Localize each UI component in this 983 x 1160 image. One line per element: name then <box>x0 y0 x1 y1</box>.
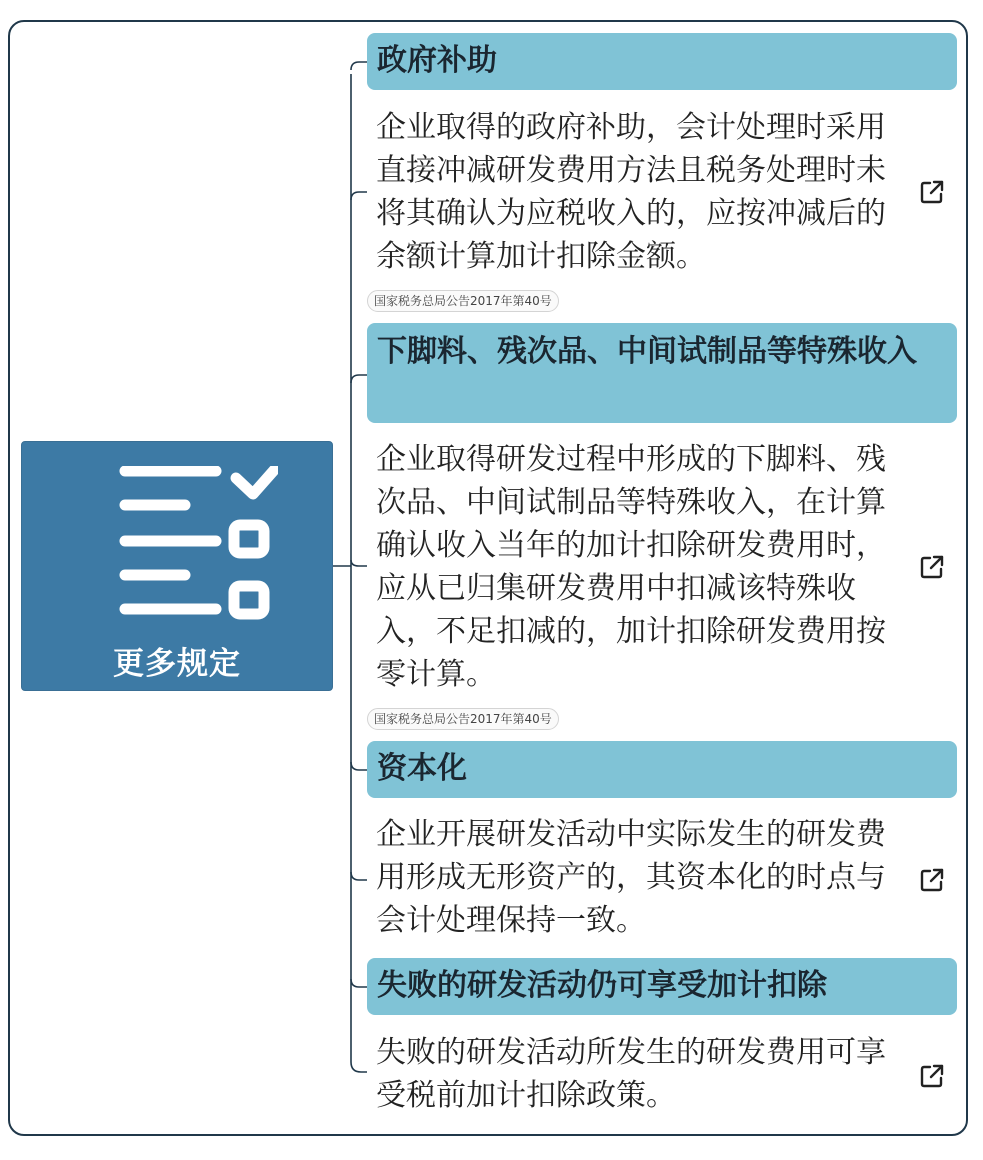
branch-header-capitalization[interactable] <box>367 741 957 798</box>
external-link-icon[interactable] <box>918 866 946 894</box>
branch-title: 资本化 <box>377 751 467 786</box>
branch-header-failed-rd[interactable] <box>367 958 957 1015</box>
branch-text-failed-rd: 失败的研发活动所发生的研发费用可享受税前加计扣除政策。 <box>376 1035 886 1113</box>
checklist-icon <box>118 466 278 626</box>
branch-title: 政府补助 <box>377 43 497 78</box>
branch-text-government-subsidy: 企业取得的政府补助，会计处理时采用直接冲减研发费用方法且税务处理时未将其确认为应税收入的，应按冲减后的余额计算加计扣除金额。 <box>376 110 886 274</box>
branch-title: 下脚料、残次品、中间试制品等特殊收入 <box>377 334 917 369</box>
root-node[interactable] <box>21 441 333 691</box>
reference-tag[interactable]: 国家税务总局公告2017年第40号 <box>367 708 559 730</box>
external-link-icon[interactable] <box>918 178 946 206</box>
root-label: 更多规定 <box>113 646 241 682</box>
branch-text-special-income: 企业取得研发过程中形成的下脚料、残次品、中间试制品等特殊收入，在计算确认收入当年的加计扣除研发费用时，应从已归集研发费用中扣减该特殊收入，不足扣减的，加计扣除研发费用按零计算。 <box>376 442 886 692</box>
external-link-icon[interactable] <box>918 553 946 581</box>
reference-tag[interactable]: 国家税务总局公告2017年第40号 <box>367 290 559 312</box>
branch-title: 失败的研发活动仍可享受加计扣除 <box>377 968 827 1003</box>
external-link-icon[interactable] <box>918 1062 946 1090</box>
branch-header-special-income[interactable] <box>367 323 957 423</box>
branch-text-capitalization: 企业开展研发活动中实际发生的研发费用形成无形资产的，其资本化的时点与会计处理保持一致。 <box>376 817 886 938</box>
branch-header-government-subsidy[interactable] <box>367 33 957 90</box>
